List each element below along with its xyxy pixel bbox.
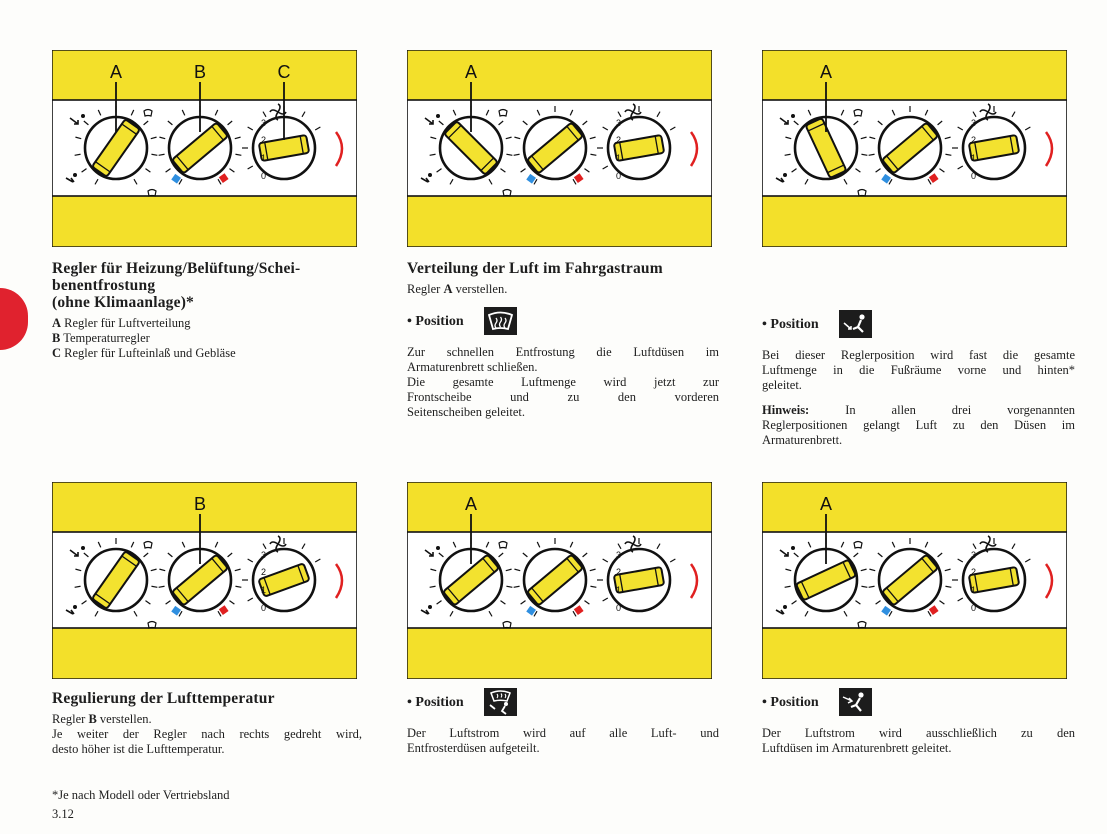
fan-speed-number: 1: [971, 153, 977, 163]
fan-speed-number: 0: [261, 603, 267, 613]
chapter-tab: [0, 288, 28, 350]
control-letter-label: B: [193, 494, 207, 514]
fan-speed-number: 3: [971, 118, 977, 128]
control-letter-label: A: [109, 62, 123, 82]
instruction: Regler A verstellen.: [407, 282, 508, 296]
fan-speed-number: 0: [261, 171, 267, 181]
position-row: [762, 688, 1075, 716]
position-row: [407, 688, 719, 716]
body-line: Der Luftstrom wird ausschließlich zu den: [762, 726, 1075, 740]
control-panel-illustration: [52, 482, 357, 679]
position-row: [407, 307, 719, 335]
section-title: Regler für Heizung/Belüftung/Schei-: [52, 260, 301, 277]
control-letter-label: B: [193, 62, 207, 82]
fan-speed-number: 2: [616, 135, 622, 145]
position-label: • Position: [762, 694, 819, 710]
control-panel-illustration: [762, 50, 1067, 247]
legend-item: B Temperaturregler: [52, 331, 150, 345]
fan-speed-number: 0: [971, 603, 977, 613]
fan-speed-number: 2: [971, 135, 977, 145]
body-line: Die gesamte Luftmenge wird jetzt zur: [407, 375, 719, 389]
body-line: Luftdüsen im Armaturenbrett geleitet.: [762, 741, 952, 755]
fan-speed-number: 2: [261, 567, 267, 577]
section-footwell: [762, 310, 1075, 448]
defrost-icon: [484, 307, 517, 335]
fan-speed-number: 2: [971, 567, 977, 577]
section-controls-overview: [52, 260, 358, 361]
section-temperature: [52, 690, 362, 757]
legend-item: C Regler für Lufteinlaß und Gebläse: [52, 346, 236, 360]
fan-speed-number: 3: [261, 118, 267, 128]
note-line: Armaturenbrett.: [762, 433, 843, 447]
fan-speed-number: 1: [616, 585, 622, 595]
fan-speed-number: 3: [971, 550, 977, 560]
fan-speed-number: 0: [616, 171, 622, 181]
section-title: benentfrostung: [52, 277, 156, 294]
control-panel-illustration: [407, 50, 712, 247]
control-letter-label: A: [819, 494, 833, 514]
body-line: Je weiter der Regler nach rechts gedreht wird,: [52, 727, 362, 741]
control-letter-label: A: [464, 62, 478, 82]
instruction: Regler B verstellen.: [52, 712, 152, 726]
panel-temperature: [52, 482, 357, 679]
footnote: *Je nach Modell oder Vertriebsland: [52, 788, 230, 802]
section-title: (ohne Klimaanlage)*: [52, 294, 195, 311]
section-air-distribution: [407, 260, 719, 420]
note-label: Hinweis:: [762, 403, 810, 417]
panel-distribution-footwell: [762, 50, 1067, 247]
section-title: Verteilung der Luft im Fahrgastraum: [407, 260, 663, 277]
position-label: • Position: [407, 313, 464, 329]
position-label: • Position: [407, 694, 464, 710]
fan-speed-number: 1: [971, 585, 977, 595]
body-line: Entfrosterdüsen aufgeteilt.: [407, 741, 540, 755]
panel-distribution-defrost: [407, 50, 712, 247]
section-mixed: [407, 688, 719, 756]
fan-speed-number: 0: [971, 171, 977, 181]
body-line: Armaturenbrett schließen.: [407, 360, 538, 374]
page-number: 3.12: [52, 807, 74, 821]
body-line: Frontscheibe und zu den vorderen: [407, 390, 719, 404]
footer: [52, 786, 230, 824]
note-line: Hinweis: In allen drei vorgenannten: [762, 403, 1075, 417]
defrost-and-vent-icon: [484, 688, 517, 716]
body-line: Bei dieser Reglerposition wird fast die gesamte: [762, 348, 1075, 362]
body-line: geleitet.: [762, 378, 802, 392]
panel-controls-overview: [52, 50, 357, 247]
fan-speed-number: 1: [616, 153, 622, 163]
control-panel-illustration: [762, 482, 1067, 679]
body-line: desto höher ist die Lufttemperatur.: [52, 742, 225, 756]
fan-speed-number: 0: [616, 603, 622, 613]
body-line: Luftmenge in die Fußräume vorne und hinten*: [762, 363, 1075, 377]
note-line: Reglerpositionen gelangt Luft zu den Düsen im: [762, 418, 1075, 432]
control-panel-illustration: [407, 482, 712, 679]
control-letter-label: C: [277, 62, 291, 82]
section-title: Regulierung der Lufttemperatur: [52, 690, 275, 707]
dashboard-vent-icon: [839, 688, 872, 716]
body-line: Der Luftstrom wird auf alle Luft- und: [407, 726, 719, 740]
control-letter-label: A: [819, 62, 833, 82]
panel-distribution-mixed: [407, 482, 712, 679]
body-line: Zur schnellen Entfrostung die Luftdüsen im: [407, 345, 719, 359]
body-line: Seitenscheiben geleitet.: [407, 405, 526, 419]
fan-speed-number: 2: [616, 567, 622, 577]
control-letter-label: A: [464, 494, 478, 514]
fan-speed-number: 1: [261, 585, 267, 595]
control-panel-illustration: [52, 50, 357, 247]
fan-speed-number: 3: [616, 118, 622, 128]
section-dashboard: [762, 688, 1075, 756]
footwell-icon: [839, 310, 872, 338]
position-label: • Position: [762, 316, 819, 332]
fan-speed-number: 2: [261, 135, 267, 145]
fan-speed-number: 1: [261, 153, 267, 163]
fan-speed-number: 3: [616, 550, 622, 560]
position-row: [762, 310, 1075, 338]
legend-item: A Regler für Luftverteilung: [52, 316, 191, 330]
fan-speed-number: 3: [261, 550, 267, 560]
panel-distribution-dashboard: [762, 482, 1067, 679]
